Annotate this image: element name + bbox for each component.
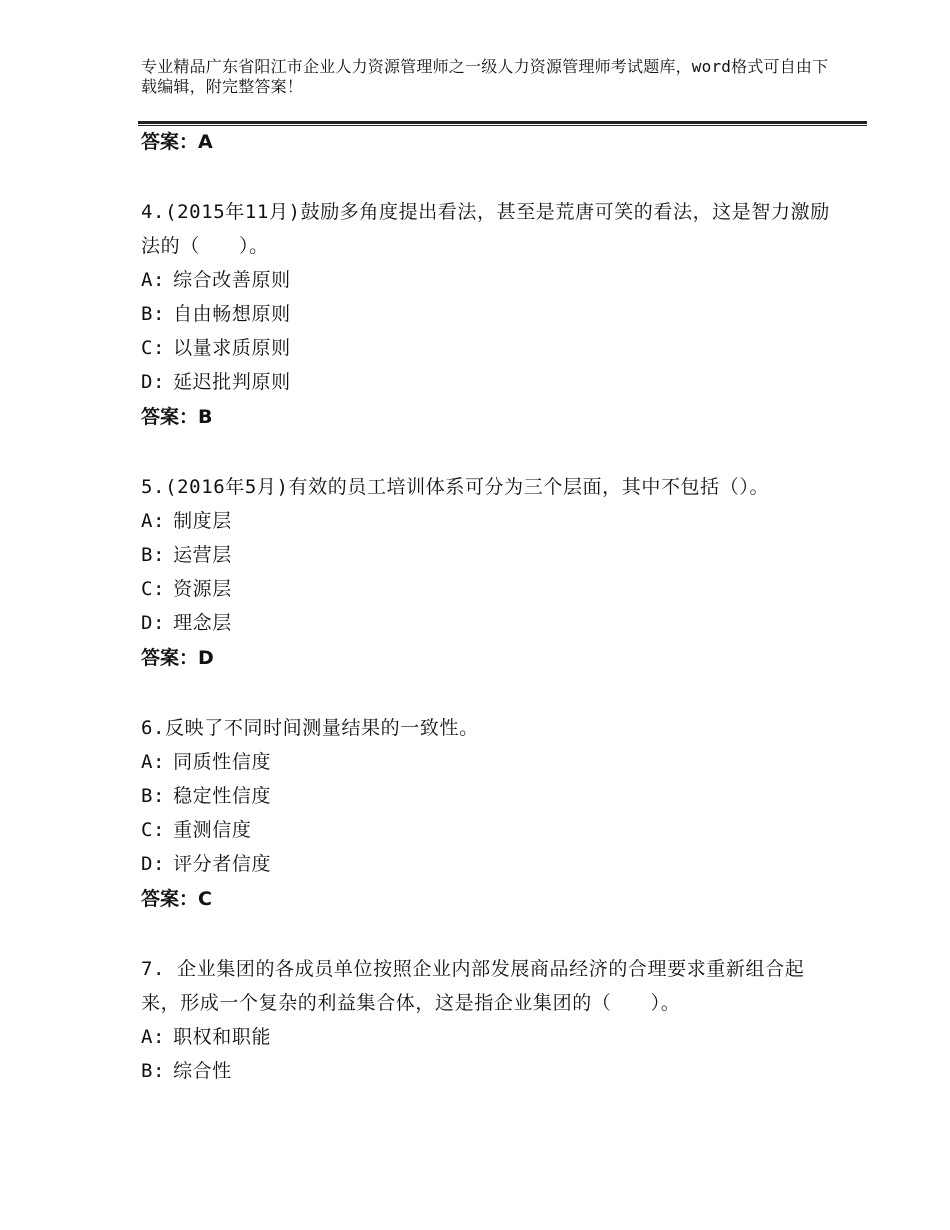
option-text: 综合性 <box>173 1060 232 1082</box>
option-text: 重测信度 <box>173 819 252 841</box>
option-key: C: <box>141 337 166 359</box>
option-c <box>141 331 831 365</box>
question-text: 6.反映了不同时间测量结果的一致性。 <box>141 717 479 739</box>
option-text: 延迟批判原则 <box>173 371 291 393</box>
option-text: 职权和职能 <box>173 1026 272 1048</box>
question-text: 4.(2015年11月)鼓励多角度提出看法，甚至是荒唐可笑的看法，这是智力激励法的（ ）。 <box>141 201 830 257</box>
option-a <box>141 745 831 779</box>
answer-line: 答案：B <box>141 406 213 428</box>
answer-line: 答案：C <box>141 888 212 910</box>
option-c <box>141 813 831 847</box>
option-key: D: <box>141 371 166 393</box>
option-c <box>141 572 831 606</box>
option-text: 资源层 <box>173 578 232 600</box>
option-text: 同质性信度 <box>173 751 272 773</box>
option-key: B: <box>141 785 166 807</box>
option-text: 稳定性信度 <box>173 785 272 807</box>
question-block <box>141 711 831 917</box>
option-b <box>141 779 831 813</box>
option-d <box>141 365 831 399</box>
question-block <box>141 195 831 435</box>
question-text: 5.(2016年5月)有效的员工培训体系可分为三个层面，其中不包括（）。 <box>141 476 770 498</box>
option-key: A: <box>141 510 166 532</box>
option-a <box>141 263 831 297</box>
option-b <box>141 297 831 331</box>
option-key: B: <box>141 1060 166 1082</box>
page-header: 专业精品广东省阳江市企业人力资源管理师之一级人力资源管理师考试题库，word格式可自由下载编辑，附完整答案！ <box>141 57 829 96</box>
option-b <box>141 1054 831 1088</box>
option-key: A: <box>141 1026 166 1048</box>
answer-line: 答案：A <box>141 131 213 153</box>
question-list <box>141 124 831 1088</box>
option-d <box>141 847 831 881</box>
option-text: 评分者信度 <box>173 853 272 875</box>
option-d <box>141 606 831 640</box>
option-text: 综合改善原则 <box>173 269 291 291</box>
option-b <box>141 538 831 572</box>
option-key: A: <box>141 269 166 291</box>
question-text: 7. 企业集团的各成员单位按照企业内部发展商品经济的合理要求重新组合起来，形成一个复杂的利益集合体，这是指企业集团的（ ）。 <box>141 958 805 1014</box>
answer-line: 答案：D <box>141 647 214 669</box>
option-text: 以量求质原则 <box>173 337 291 359</box>
question-block <box>141 952 831 1088</box>
option-key: B: <box>141 303 166 325</box>
question-block <box>141 470 831 676</box>
option-text: 理念层 <box>173 612 232 634</box>
option-key: D: <box>141 612 166 634</box>
option-a <box>141 504 831 538</box>
option-key: D: <box>141 853 166 875</box>
option-text: 制度层 <box>173 510 232 532</box>
option-key: B: <box>141 544 166 566</box>
option-text: 自由畅想原则 <box>173 303 291 325</box>
option-key: C: <box>141 578 166 600</box>
option-text: 运营层 <box>173 544 232 566</box>
option-key: A: <box>141 751 166 773</box>
option-key: C: <box>141 819 166 841</box>
option-a <box>141 1020 831 1054</box>
